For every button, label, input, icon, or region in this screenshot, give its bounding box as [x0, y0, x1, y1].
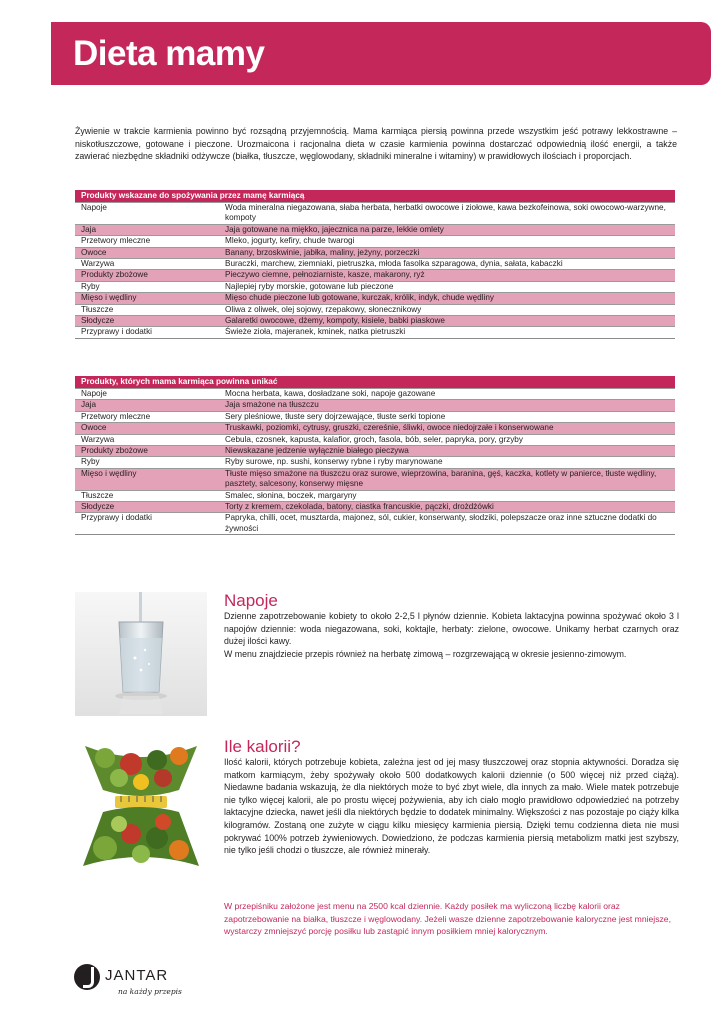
avoid-products-table [75, 376, 675, 535]
table-row [75, 224, 675, 235]
table-row [75, 512, 675, 534]
row-items: Jaja gotowane na miękko, jajecznica na parze, lekkie omlety [225, 224, 444, 234]
row-category: Jaja [81, 224, 97, 234]
table-row [75, 468, 675, 490]
table-row [75, 315, 675, 326]
row-items: Banany, brzoskwinie, jabłka, maliny, jeżyny, porzeczki [225, 247, 420, 257]
row-items: Mleko, jogurty, kefiry, chude twarogi [225, 236, 355, 246]
row-items: Świeże zioła, majeranek, kminek, natka pietruszki [225, 327, 406, 337]
row-category: Produkty zbożowe [81, 446, 148, 456]
napoje-text [224, 610, 679, 660]
table-row [75, 235, 675, 246]
row-items: Smalec, słonina, boczek, margaryny [225, 490, 357, 500]
row-items: Jaja smażone na tłuszczu [225, 400, 319, 410]
table-row [75, 304, 675, 315]
row-items: Torty z kremem, czekolada, batony, ciastka francuskie, pączki, drożdżówki [225, 502, 494, 512]
row-category: Ryby [81, 281, 100, 291]
table-row [75, 247, 675, 258]
table-row [75, 269, 675, 280]
menu-note: W przepiśniku założone jest menu na 2500 kcal dziennie. Każdy posiłek ma wyliczoną liczbę kalorii oraz zapotrzebowanie na białka, tłuszcze i węglowodany. Jeżeli wasze dzienne zapotrzebowanie kaloryczne jest mniejsze, wystarczy zmniejszyć porcję posiłku lub zastąpić innym posiłkiem mniej kalorycznym. [224, 901, 671, 937]
row-items: Mocna herbata, kawa, dosładzane soki, napoje gazowane [225, 389, 436, 398]
row-items: Sery pleśniowe, tłuste sery dojrzewające, tłuste serki topione [225, 411, 446, 421]
table-row [75, 388, 675, 399]
table-title: Produkty wskazane do spożywania przez mamę karmiącą [75, 190, 675, 202]
row-category: Przetwory mleczne [81, 236, 151, 246]
header-bar [51, 22, 711, 85]
napoje-paragraph: Dzienne zapotrzebowanie kobiety to około 2-2,5 l płynów dziennie. Kobieta laktacyjna powinna spożywać około 3 l napojów dziennie: woda niegazowana, soki, koktajle, herbaty: zielone, owocowe. Unikamy herbat czarnych oraz dużej ilości kawy. [224, 611, 679, 647]
row-items: Pieczywo ciemne, pełnoziarniste, kasze, makarony, ryż [225, 270, 425, 280]
table-row [75, 292, 675, 303]
row-category: Jaja [81, 400, 97, 410]
water-glass-photo [75, 592, 207, 716]
row-items: Papryka, chilli, ocet, musztarda, majonez, sól, cukier, konserwanty, słodziki, polepszacze oraz inne sztuczne dodatki do żywności [225, 513, 657, 533]
row-items: Mięso chude pieczone lub gotowane, kurczak, królik, indyk, chude wędliny [225, 293, 494, 303]
jantar-logo-icon [74, 964, 100, 990]
table-row [75, 326, 675, 337]
table-row [75, 422, 675, 433]
row-items: Galaretki owocowe, dżemy, kompoty, kisiele, babki piaskowe [225, 316, 445, 326]
row-category: Tłuszcze [81, 490, 114, 500]
table-row [75, 399, 675, 410]
row-category: Mięso i wędliny [81, 293, 137, 303]
jantar-logo [74, 964, 194, 1004]
row-items: Najlepiej ryby morskie, gotowane lub pieczone [225, 281, 394, 291]
table-row [75, 258, 675, 269]
row-items: Cebula, czosnek, kapusta, kalafior, groch, fasola, bób, seler, papryka, pory, grzyby [225, 434, 523, 444]
row-category: Słodycze [81, 316, 115, 326]
table-title: Produkty, których mama karmiąca powinna unikać [75, 376, 675, 388]
recommended-products-table [75, 190, 675, 339]
row-category: Warzywa [81, 434, 115, 444]
row-category: Napoje [81, 203, 107, 212]
table-row [75, 490, 675, 501]
row-category: Warzywa [81, 259, 115, 269]
logo-name: JANTAR [105, 967, 169, 984]
table-row [75, 411, 675, 422]
row-category: Tłuszcze [81, 304, 114, 314]
row-category: Mięso i wędliny [81, 468, 137, 478]
napoje-paragraph: W menu znajdziecie przepis również na herbatę zimową – rozgrzewającą w okresie jesienno-zimowym. [224, 648, 627, 659]
row-items: Tłuste mięso smażone na tłuszczu oraz surowe, wieprzowina, baranina, gęś, kaczka, kotlety w panierce, tłuste wędliny, pasztety, salcesony, konserwy mięsne [225, 468, 657, 489]
vegetables-measuring-tape-photo [75, 738, 207, 870]
napoje-heading: Napoje [224, 591, 278, 610]
table-row [75, 456, 675, 467]
row-category: Owoce [81, 247, 107, 257]
row-items: Niewskazane jedzenie wyłącznie białego pieczywa [225, 446, 409, 456]
row-category: Owoce [81, 423, 107, 433]
row-category: Produkty zbożowe [81, 270, 148, 280]
table-row [75, 281, 675, 292]
page-title: Dieta mamy [73, 34, 265, 73]
logo-tagline: na każdy przepis [118, 987, 182, 996]
row-items: Oliwa z oliwek, olej sojowy, rzepakowy, słonecznikowy [225, 304, 422, 314]
table-row [75, 434, 675, 445]
intro-paragraph: Żywienie w trakcie karmienia powinno być rozsądną przyjemnością. Mama karmiąca piersią powinna przede wszystkim jeść potrawy lekkostrawne – niskotłuszczowe, gotowane i pieczone. Urozmaicona i racjonalna dieta w czasie karmienia powinna dostarczać odpowiednią ilość energii, a także zawierać niezbędne składniki odżywcze (białka, tłuszcze, węglowodany, składniki mineralne i witaminy) w prawidłowych ilościach i proporcjach. [75, 126, 677, 162]
table-row [75, 202, 675, 224]
row-category: Przyprawy i dodatki [81, 327, 152, 337]
row-items: Truskawki, poziomki, cytrusy, gruszki, czereśnie, śliwki, owoce niedojrzałe i konserwowane [225, 423, 554, 433]
row-category: Ryby [81, 457, 100, 467]
row-items: Buraczki, marchew, ziemniaki, pietruszka, młoda fasolka szparagowa, dynia, sałata, kabaczki [225, 259, 563, 269]
row-category: Słodycze [81, 502, 115, 512]
ile-kalorii-text: Ilość kalorii, których potrzebuje kobieta, zależna jest od jej masy tłuszczowej oraz stopnia aktywności. Doradza się matkom karmiącym, żeby spożywały około 500 dodatkowych kalorii dziennie (o 500 więcej niż przed ciążą). Niedawne badania wskazują, że dla niektórych może to być zbyt wiele, dla innych za mało. Wiele matek potrzebuje nie tylko więcej kalorii, ale po prostu więcej pożywienia, aby ich ciało mogło prawidłowo odpowiedzieć na potrzeby laktacyjne dziecka, nawet jeśli dla niektórych będzie to dodatek minimalny. Większości z nas pozostaje po ciąży kilka kilogramów. Zostaną one zużyte w ciągu kilku miesięcy karmienia piersią. Dzięki temu codzienna dieta nie musi pokrywać 100% potrzeb żywieniowych. Dowiedziono, że podczas karmienia piersią metabolizm matki jest szybszy, nie tylko jeśli chodzi o tłuszcze, ale również minerały. [224, 757, 679, 856]
row-category: Napoje [81, 389, 107, 398]
row-category: Przetwory mleczne [81, 411, 151, 421]
row-items: Ryby surowe, np. sushi, konserwy rybne i ryby marynowane [225, 457, 443, 467]
row-category: Przyprawy i dodatki [81, 513, 152, 523]
table-row [75, 501, 675, 512]
row-items: Woda mineralna niegazowana, słaba herbata, herbatki owocowe i ziołowe, kawa bezkofeinowa, soki owocowo-warzywne, kompoty [225, 203, 666, 223]
table-row [75, 445, 675, 456]
ile-kalorii-heading: Ile kalorii? [224, 737, 301, 756]
